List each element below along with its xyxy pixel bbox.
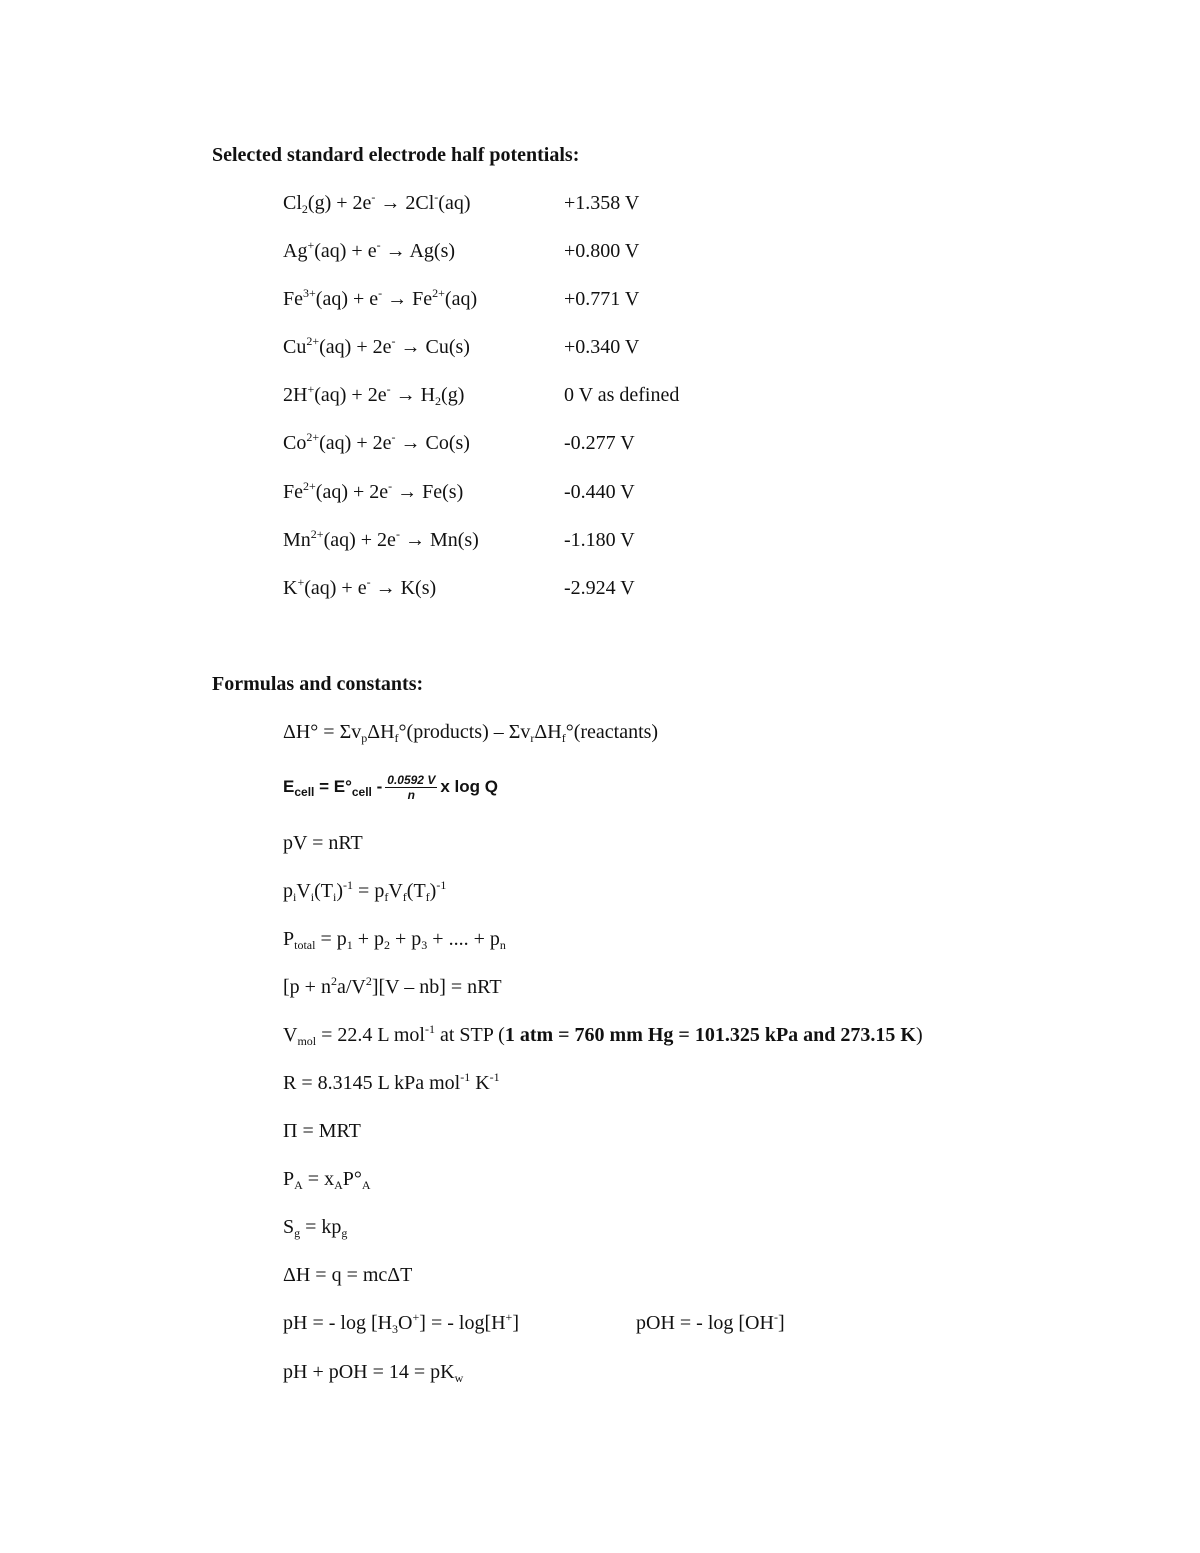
potential-value: +0.771 V — [564, 288, 640, 310]
nernst-denominator: n — [407, 787, 415, 802]
molar-volume-value: = 22.4 L mol — [321, 1024, 425, 1046]
formula-dalton: $P_{total} = p_1 + p_2 + p_3$ + .... + $p_n$ — [283, 928, 506, 952]
half-reaction-silver: Ag+(aq) + e- → Ag(s) — [283, 238, 456, 262]
formula-osmotic-pressure: Π = MRT — [283, 1120, 361, 1142]
half-reaction-hydrogen: $2H^+(aq) + 2e^- \to H_2(g)$ — [283, 382, 465, 408]
potential-value: -0.440 V — [564, 481, 635, 503]
half-reaction-potassium: K+(aq) + e- → K(s) — [283, 575, 437, 599]
half-reaction-iron2: $Fe^{2+}(aq) + 2e^- \to Fe(s)$ — [283, 479, 464, 503]
potential-value: +0.800 V — [564, 240, 640, 262]
half-reaction-iron3: $Fe^{3+}(aq) + e^- \to Fe^{2+}(aq)$ — [283, 286, 478, 310]
nernst-tail: x log Q — [440, 777, 498, 796]
nernst-numerator: 0.0592 V — [387, 772, 436, 787]
potential-value: +0.340 V — [564, 336, 640, 358]
half-reaction-manganese: $Mn^{2+}(aq) + 2e^- \to Mn(s)$ — [283, 527, 479, 551]
half-reaction-copper: $Cu^{2+}(aq) + 2e^- \to Cu(s)$ — [283, 334, 470, 358]
formula-enthalpy-formation: $\Delta H^\circ = \Sigma v_p\Delta H_f^\circ(products)$ – $\Sigma v_r\Delta H_f^\circ(reactants)$ — [283, 721, 659, 745]
formula-henry: $S_g = kp_g$ — [283, 1216, 348, 1240]
nernst-fraction — [385, 773, 437, 802]
formula-ideal-gas: pV = nRT — [283, 832, 363, 854]
potential-value: -2.924 V — [564, 577, 635, 599]
stp-conditions: 1 atm = 760 mm Hg = 101.325 kPa and 273.15 K — [504, 1024, 916, 1046]
section-heading-electrode-potentials: Selected standard electrode half potentials: — [212, 144, 580, 166]
formula-heat: ΔH = q = mcΔT — [283, 1264, 413, 1286]
potential-value: -1.180 V — [564, 529, 635, 551]
formula-van-der-waals: $[p + n^2a/V^2][V - nb]$ = nRT — [283, 974, 502, 998]
section-heading-formulas: Formulas and constants: — [212, 673, 424, 695]
formula-raoult: $P_A = x_AP^\circ_A$ — [283, 1168, 371, 1192]
formula-pkw: pH + pOH = $14 = pK_w$ — [283, 1361, 464, 1385]
potential-value: +1.358 V — [564, 192, 640, 214]
formula-molar-volume: $V_{mol} = 22.4$ L mol$^{-1}$ at STP (1 atm = 760 mm Hg = 101.325 kPa and 273.15 K) — [283, 1022, 923, 1048]
formula-ph: pH = - $\log [H_3O^+]$ = - log[H+] — [283, 1310, 519, 1336]
potential-value: 0 V as defined — [564, 384, 680, 406]
potential-value: -0.277 V — [564, 432, 635, 454]
formula-nernst: $E_{cell} = E^\circ_{cell}$ - $\frac{0.0592 V}{n}$ x log Q — [283, 772, 498, 802]
gas-constant-value: R = 8.3145 L kPa mol — [283, 1072, 461, 1094]
half-reaction-chlorine: $Cl_2(g) + 2e^- \to 2Cl^-(aq)$ — [283, 190, 471, 216]
formula-gas-constant: R = 8.3145 L kPa mol$^{-1}$ $K^{-1}$ — [283, 1070, 500, 1094]
half-reaction-cobalt: $Co^{2+}(aq) + 2e^- \to Co(s)$ — [283, 430, 470, 454]
formula-combined-gas-law: $p_iV_i(T_i)^{-1} = p_fV_f(T_f)^{-1}$ — [283, 878, 447, 904]
formula-poh: pOH = - log [OH-] — [636, 1310, 785, 1334]
